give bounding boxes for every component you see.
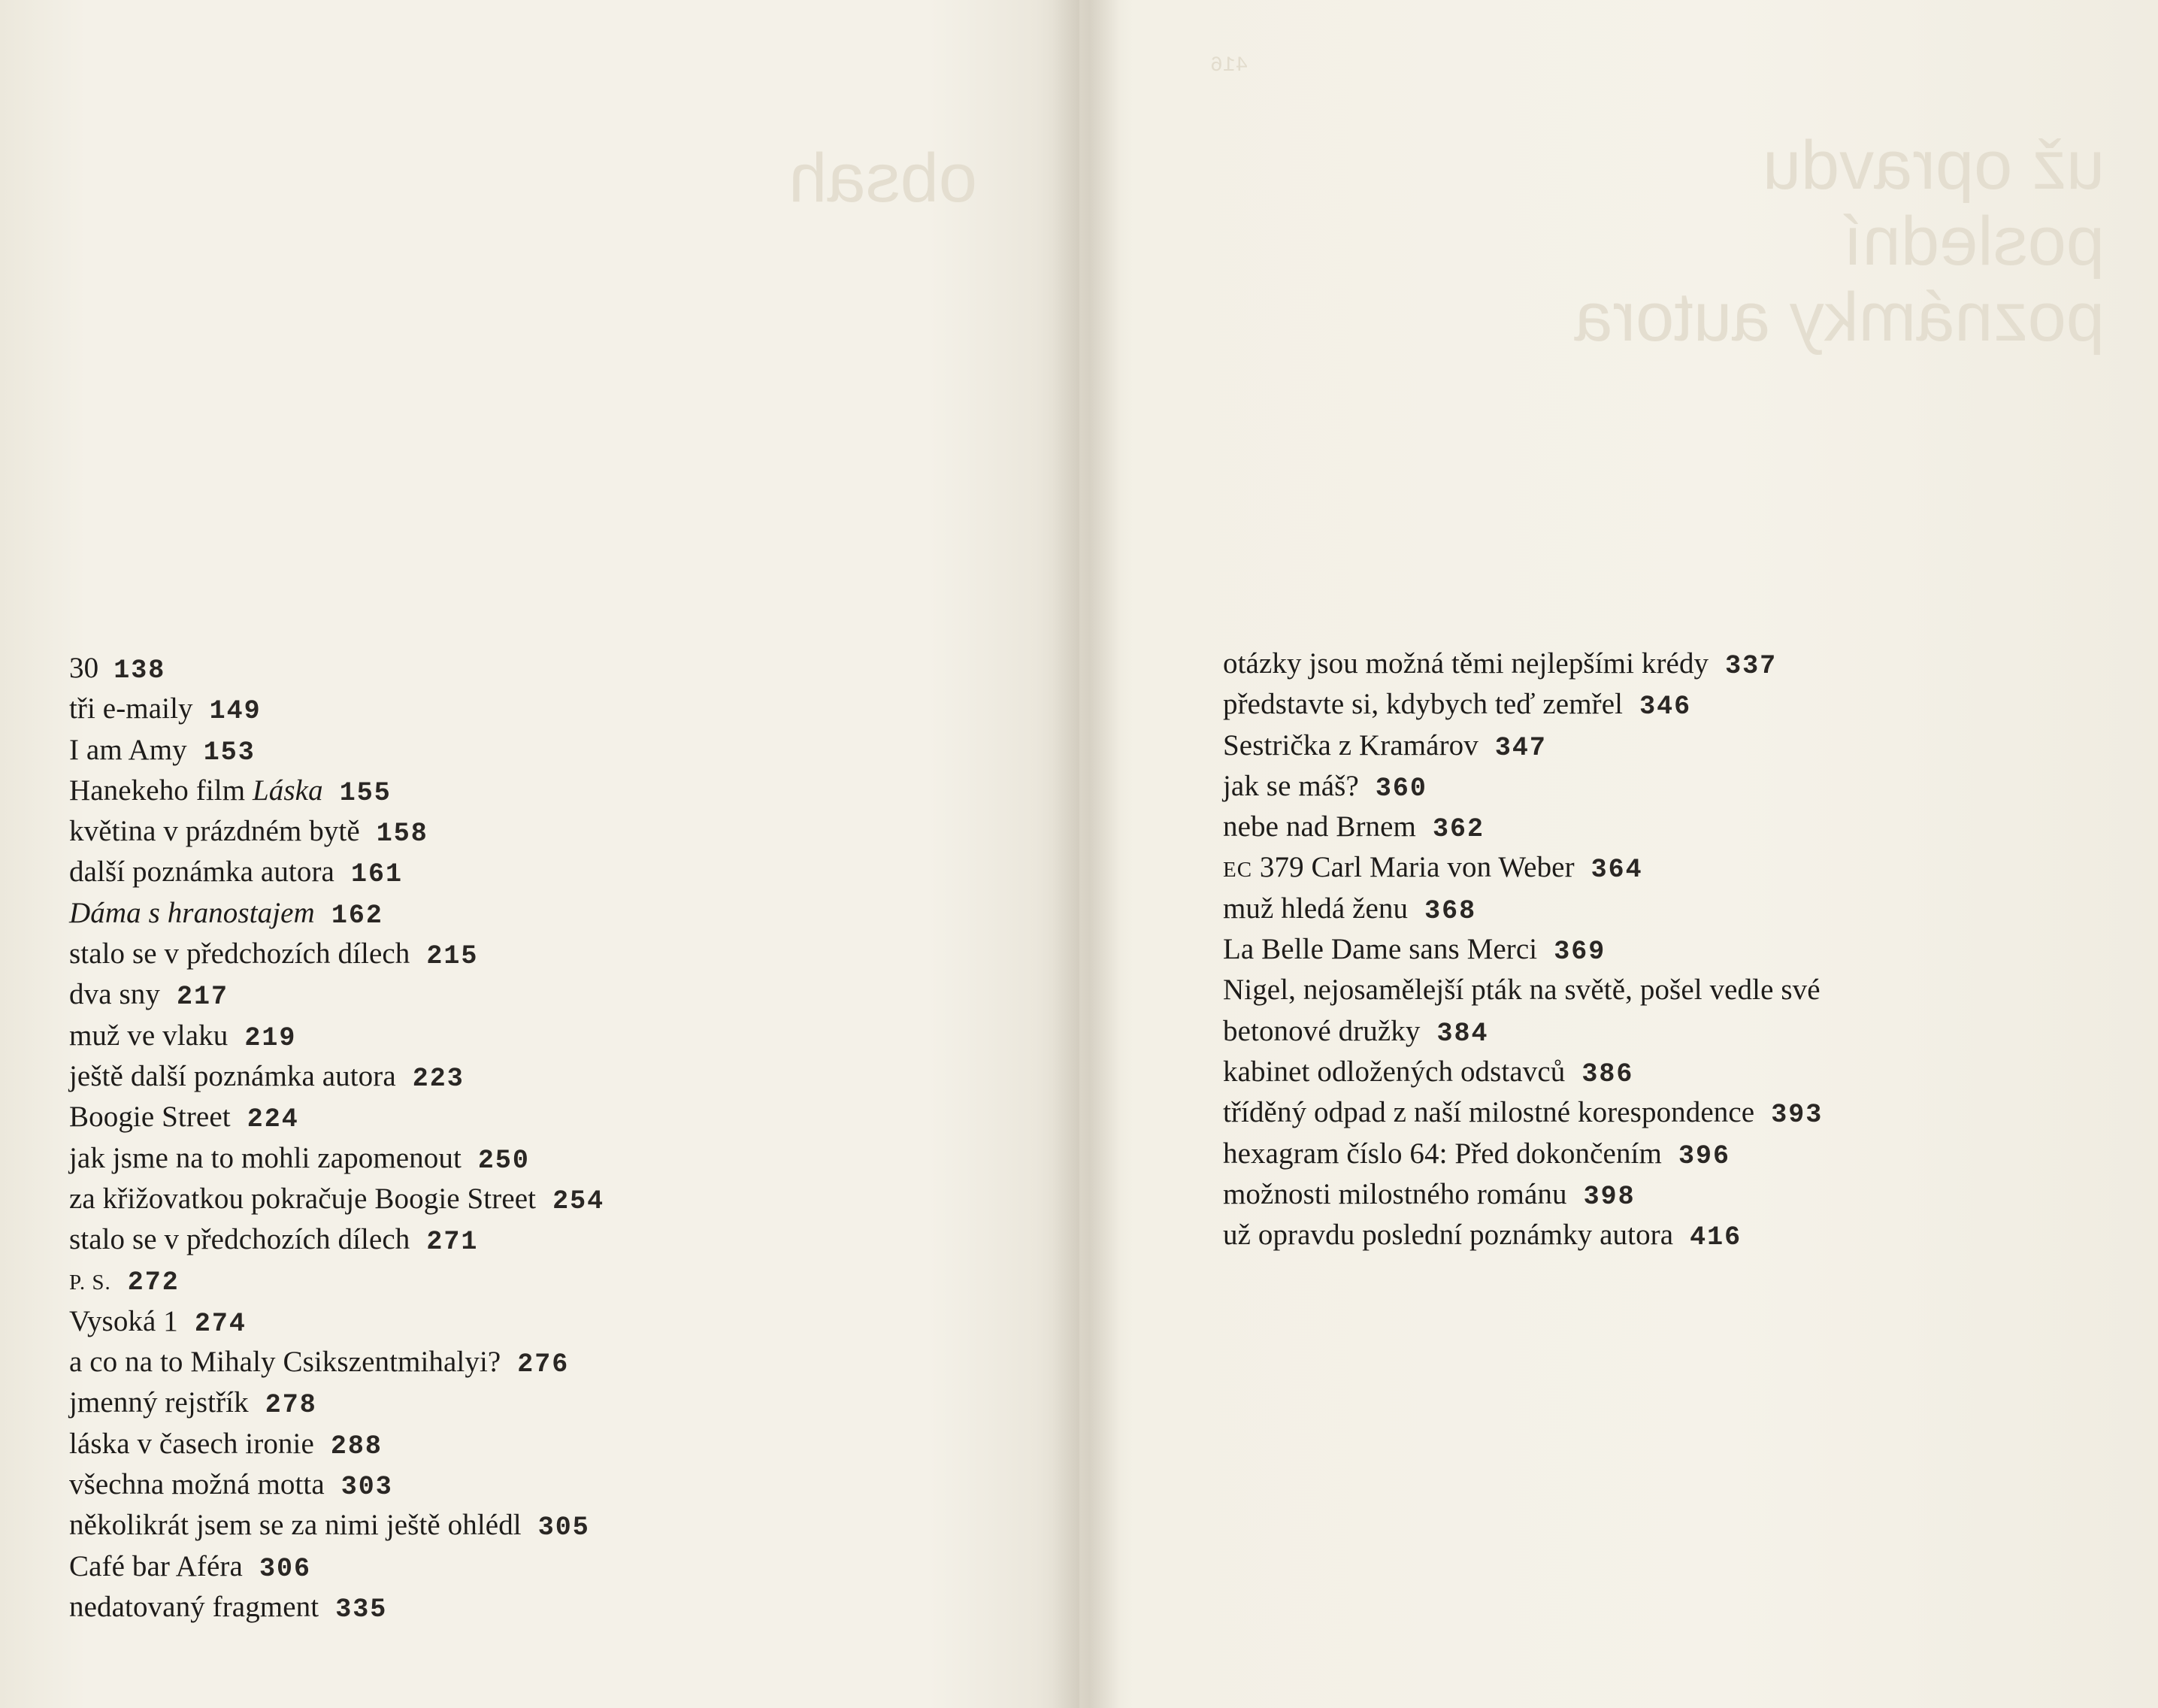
toc-entry-title: ještě další poznámka autora bbox=[69, 1059, 396, 1092]
toc-entry-page: 254 bbox=[552, 1186, 605, 1216]
toc-entry bbox=[69, 1464, 604, 1505]
toc-entry-title: a co na to Mihaly Csikszentmihalyi? bbox=[69, 1346, 501, 1379]
toc-entry bbox=[69, 1301, 604, 1342]
toc-entry-page: 369 bbox=[1554, 937, 1606, 968]
toc-entry bbox=[69, 1546, 604, 1587]
toc-entry-title: tříděný odpad z naší milostné korespondence bbox=[1223, 1096, 1755, 1129]
toc-entry-title: kabinet odložených odstavců bbox=[1223, 1055, 1566, 1088]
toc-entry bbox=[69, 1342, 604, 1382]
toc-entry-page: 161 bbox=[350, 859, 403, 890]
toc-entry-page: 303 bbox=[340, 1471, 393, 1502]
toc-entry bbox=[69, 1016, 604, 1056]
toc-entry bbox=[69, 893, 604, 934]
toc-entry bbox=[1223, 807, 1823, 847]
toc-entry-title: 379 Carl Maria von Weber bbox=[1252, 851, 1575, 884]
toc-entry-title: Hanekeho film bbox=[69, 774, 253, 807]
toc-entry bbox=[1223, 1052, 1823, 1092]
toc-entry bbox=[1223, 1134, 1823, 1174]
toc-entry-page: 416 bbox=[1690, 1222, 1742, 1253]
toc-entry-page: 337 bbox=[1725, 651, 1778, 681]
toc-entry-title: všechna možná motta bbox=[69, 1467, 325, 1501]
toc-entry-title: jak jsme na to mohli zapomenout bbox=[69, 1141, 462, 1174]
toc-entry-title: Café bar Aféra bbox=[69, 1549, 243, 1582]
toc-entry bbox=[69, 730, 604, 771]
toc-entry-page: 149 bbox=[209, 696, 262, 727]
toc-entry-title: další poznámka autora bbox=[69, 856, 334, 889]
toc-entry bbox=[1223, 1174, 1823, 1215]
toc-entry-page: 219 bbox=[244, 1022, 297, 1053]
toc-left-column bbox=[69, 648, 604, 1628]
toc-entry-page: 360 bbox=[1375, 773, 1427, 804]
toc-entry-title: Nigel, nejosamělejší pták na světě, pošel vedle své bbox=[1223, 974, 1821, 1007]
toc-entry bbox=[69, 974, 604, 1015]
toc-entry-page: 155 bbox=[339, 777, 392, 808]
toc-entry-page: 396 bbox=[1678, 1140, 1730, 1171]
toc-entry-page: 250 bbox=[477, 1145, 530, 1176]
book-gutter bbox=[1052, 0, 1120, 1708]
toc-entry bbox=[69, 1056, 604, 1097]
toc-entry-page: 223 bbox=[412, 1063, 465, 1094]
toc-entry bbox=[1223, 1215, 1823, 1255]
toc-entry-title: dva sny bbox=[69, 978, 160, 1011]
toc-entry bbox=[69, 1382, 604, 1423]
toc-entry-page: 393 bbox=[1771, 1100, 1824, 1131]
toc-entry bbox=[69, 689, 604, 729]
toc-entry-title-smallcaps: EC bbox=[1223, 858, 1253, 883]
toc-entry-title: stalo se v předchozích dílech bbox=[69, 937, 410, 971]
toc-entry-page: 224 bbox=[247, 1104, 299, 1135]
toc-entry bbox=[69, 1424, 604, 1464]
toc-entry-title: hexagram číslo 64: Před dokončením bbox=[1223, 1137, 1662, 1170]
toc-entry-title-italic: Láska bbox=[253, 774, 323, 807]
toc-entry-page: 398 bbox=[1583, 1181, 1636, 1212]
toc-entry-title: láska v časech ironie bbox=[69, 1427, 314, 1460]
toc-entry-page: 362 bbox=[1432, 814, 1485, 845]
toc-entry bbox=[1223, 1011, 1823, 1052]
toc-entry-title: představte si, kdybych teď zemřel bbox=[1223, 688, 1624, 721]
toc-entry-title: Boogie Street bbox=[69, 1101, 231, 1134]
show-through-page-number: 416 bbox=[1210, 54, 1248, 77]
toc-entry-page: 217 bbox=[176, 982, 229, 1013]
toc-entry-page: 274 bbox=[194, 1308, 247, 1339]
toc-entry-page: 384 bbox=[1436, 1018, 1489, 1049]
toc-entry-title: stalo se v předchozích dílech bbox=[69, 1223, 410, 1256]
toc-entry-page: 162 bbox=[331, 900, 383, 931]
toc-entry-page: 347 bbox=[1494, 732, 1547, 763]
show-through-heading-left: obsah bbox=[788, 140, 977, 217]
toc-entry-page: 138 bbox=[113, 656, 166, 686]
toc-entry-title: Vysoká 1 bbox=[69, 1304, 178, 1337]
toc-right-column bbox=[1223, 644, 1823, 1255]
toc-entry-page: 271 bbox=[426, 1227, 479, 1258]
toc-entry bbox=[69, 1219, 604, 1260]
toc-entry-title: nedatovaný fragment bbox=[69, 1590, 319, 1623]
toc-entry bbox=[69, 811, 604, 852]
toc-entry-page: 306 bbox=[259, 1553, 311, 1584]
toc-entry-title: tři e-maily bbox=[69, 692, 193, 725]
toc-entry-page: 364 bbox=[1591, 855, 1643, 886]
toc-entry-title: za křižovatkou pokračuje Boogie Street bbox=[69, 1182, 537, 1215]
toc-entry bbox=[1223, 725, 1823, 766]
toc-entry bbox=[1223, 766, 1823, 807]
toc-entry-title: I am Amy bbox=[69, 733, 187, 766]
toc-entry bbox=[69, 648, 604, 689]
toc-entry-title: už opravdu poslední poznámky autora bbox=[1223, 1219, 1674, 1252]
toc-entry-page: 158 bbox=[376, 819, 428, 849]
toc-entry-title: květina v prázdném bytě bbox=[69, 815, 360, 848]
toc-entry bbox=[69, 1138, 604, 1179]
toc-entry-title: jak se máš? bbox=[1223, 769, 1359, 802]
toc-entry bbox=[1223, 929, 1823, 970]
toc-entry bbox=[69, 771, 604, 811]
toc-entry-title: La Belle Dame sans Merci bbox=[1223, 933, 1538, 966]
toc-entry bbox=[69, 934, 604, 974]
toc-entry-page: 386 bbox=[1581, 1058, 1634, 1089]
toc-entry-title: jmenný rejstřík bbox=[69, 1386, 249, 1419]
toc-entry-title: otázky jsou možná těmi nejlepšími krédy bbox=[1223, 647, 1709, 680]
toc-entry bbox=[69, 1097, 604, 1137]
toc-entry bbox=[69, 1587, 604, 1628]
toc-entry-title: 30 bbox=[69, 652, 99, 684]
toc-entry-page: 276 bbox=[517, 1349, 570, 1380]
toc-entry-title: betonové družky bbox=[1223, 1014, 1421, 1047]
toc-entry-page: 346 bbox=[1639, 692, 1692, 722]
toc-entry-title: muž hledá ženu bbox=[1223, 892, 1409, 925]
toc-entry-title: Sestrička z Kramárov bbox=[1223, 728, 1479, 762]
toc-entry-title: možnosti milostného románu bbox=[1223, 1177, 1567, 1210]
toc-entry-page: 278 bbox=[265, 1390, 317, 1421]
toc-entry-page: 305 bbox=[537, 1513, 590, 1543]
toc-entry-title: muž ve vlaku bbox=[69, 1019, 229, 1052]
toc-entry-page: 153 bbox=[203, 737, 256, 768]
toc-entry bbox=[69, 1260, 604, 1301]
toc-entry-page: 335 bbox=[335, 1594, 388, 1625]
toc-entry bbox=[1223, 1092, 1823, 1133]
toc-entry-title: několikrát jsem se za nimi ještě ohlédl bbox=[69, 1509, 522, 1542]
toc-entry-title-smallcaps: P. S. bbox=[69, 1270, 111, 1295]
toc-entry-title: nebe nad Brnem bbox=[1223, 810, 1416, 843]
toc-entry-title-italic: Dáma s hranostajem bbox=[69, 896, 315, 929]
toc-entry bbox=[1223, 970, 1823, 1010]
toc-entry bbox=[1223, 684, 1823, 725]
toc-entry-page: 288 bbox=[330, 1431, 383, 1461]
toc-entry bbox=[1223, 644, 1823, 684]
toc-entry bbox=[69, 852, 604, 892]
show-through-heading-right: už opravdu poslední poznámky autora bbox=[1574, 127, 2105, 356]
toc-entry bbox=[69, 1179, 604, 1219]
toc-entry bbox=[1223, 889, 1823, 929]
toc-entry-page: 272 bbox=[127, 1267, 180, 1298]
toc-entry bbox=[1223, 847, 1823, 888]
toc-entry-page: 368 bbox=[1424, 895, 1477, 926]
toc-entry-page: 215 bbox=[426, 941, 479, 972]
toc-entry bbox=[69, 1505, 604, 1546]
